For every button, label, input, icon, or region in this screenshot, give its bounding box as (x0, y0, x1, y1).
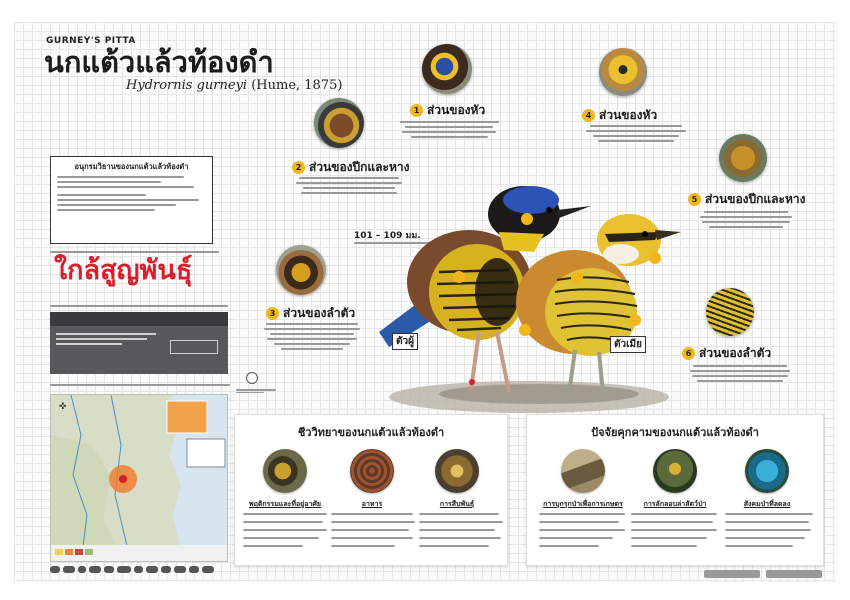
part-5-badge: 5 (688, 193, 701, 206)
map-caption (50, 384, 230, 390)
male-wing-thumbnail (314, 98, 364, 148)
threats-section (526, 414, 824, 566)
biology-image-3 (435, 449, 479, 493)
photo-credit (236, 388, 276, 394)
part-1-badge: 1 (410, 104, 423, 117)
part-6-description (684, 362, 796, 385)
part-3-description (260, 320, 364, 353)
taxonomy-heading: อนุกรมวิธานของนกแต้วแล้วท้องดำ (74, 162, 189, 171)
threat-image-3 (745, 449, 789, 493)
biology-item-1-label: พฤติกรรมและที่อยู่อาศัย (249, 500, 321, 508)
biology-section (234, 414, 508, 566)
male-body-thumbnail (276, 245, 326, 295)
marker-6 (629, 314, 641, 326)
threat-image-1 (561, 449, 605, 493)
svg-text:✜: ✜ (59, 402, 67, 412)
copyright-icon (246, 372, 258, 384)
biology-item-2-label: อาหาร (361, 500, 383, 508)
status-panel-header (50, 312, 228, 326)
part-2-badge: 2 (292, 161, 305, 174)
biology-image-2 (350, 449, 394, 493)
map-inset (167, 401, 207, 433)
scientific-name-text: Hydrornis gurneyi (126, 78, 248, 93)
body-size: 101 – 109 มม. (354, 231, 421, 241)
infographic-poster (14, 22, 836, 582)
status-panel (50, 312, 228, 374)
part-5-title-text: ส่วนของปีกและหาง (705, 192, 806, 206)
footer-logo-2 (766, 570, 822, 578)
threat-image-2 (653, 449, 697, 493)
female-label: ตัวเมีย (610, 336, 646, 353)
marker-5 (571, 272, 583, 284)
threat-item-2-label: การลักลอบล่าสัตว์ป่า (643, 500, 707, 508)
part-3-badge: 3 (266, 307, 279, 320)
female-body-thumbnail (706, 288, 754, 336)
status-source-text (50, 302, 228, 310)
taxonomy-box (50, 156, 213, 244)
threat-item-1-label: การบุกรุกป่าเพื่อการเกษตร (543, 500, 623, 508)
marker-1 (521, 213, 533, 225)
male-label: ตัวผู้ (392, 333, 418, 350)
page-title: นกแต้วแล้วท้องดำ (44, 45, 274, 79)
status-panel-badge (170, 340, 218, 354)
part-6-title-text: ส่วนของลำตัว (699, 346, 772, 360)
biology-title: ชีววิทยาของนกแต้วแล้วท้องดำ (297, 426, 445, 439)
status-title: ใกล้สูญพันธุ์ (54, 255, 193, 286)
threats-title: ปัจจัยคุกคามของนกแต้วแล้วท้องดำ (591, 426, 759, 439)
authority-text: (Hume, 1875) (251, 78, 343, 93)
male-head-thumbnail (422, 44, 472, 94)
biology-image-1 (263, 449, 307, 493)
part-1-title-text: ส่วนของหัว (427, 103, 486, 117)
part-1-description (394, 118, 504, 141)
part-6-badge: 6 (682, 347, 695, 360)
female-wing-thumbnail (719, 134, 767, 182)
part-5-description (694, 208, 798, 231)
map-graphic (51, 395, 228, 562)
part-3-title-text: ส่วนของลำตัว (283, 306, 356, 320)
part-5-title (688, 190, 805, 209)
map-legend-box (187, 439, 225, 467)
part-4-title-text: ส่วนของหัว (599, 108, 658, 122)
birds-illustration (359, 162, 689, 417)
english-subtitle: GURNEY'S PITTA (46, 36, 136, 46)
female-head-thumbnail (599, 48, 647, 96)
part-4-description (582, 122, 690, 145)
part-4-badge: 4 (582, 109, 595, 122)
threat-item-3-label: สังคมป่าที่ลดลง (743, 500, 791, 508)
female-bird (516, 214, 681, 394)
biology-item-3-label: การสืบพันธุ์ (439, 500, 475, 508)
marker-4 (649, 252, 661, 264)
distribution-map (50, 394, 228, 562)
footer-logo-1 (704, 570, 760, 578)
marker-2 (453, 271, 465, 283)
scientific-name (126, 78, 342, 93)
part-2-title-text: ส่วนของปีกและหาง (309, 160, 410, 174)
marker-3 (519, 324, 531, 336)
animal-silhouettes (50, 566, 240, 576)
footer-logos (704, 570, 822, 580)
part-6-title (682, 344, 771, 363)
